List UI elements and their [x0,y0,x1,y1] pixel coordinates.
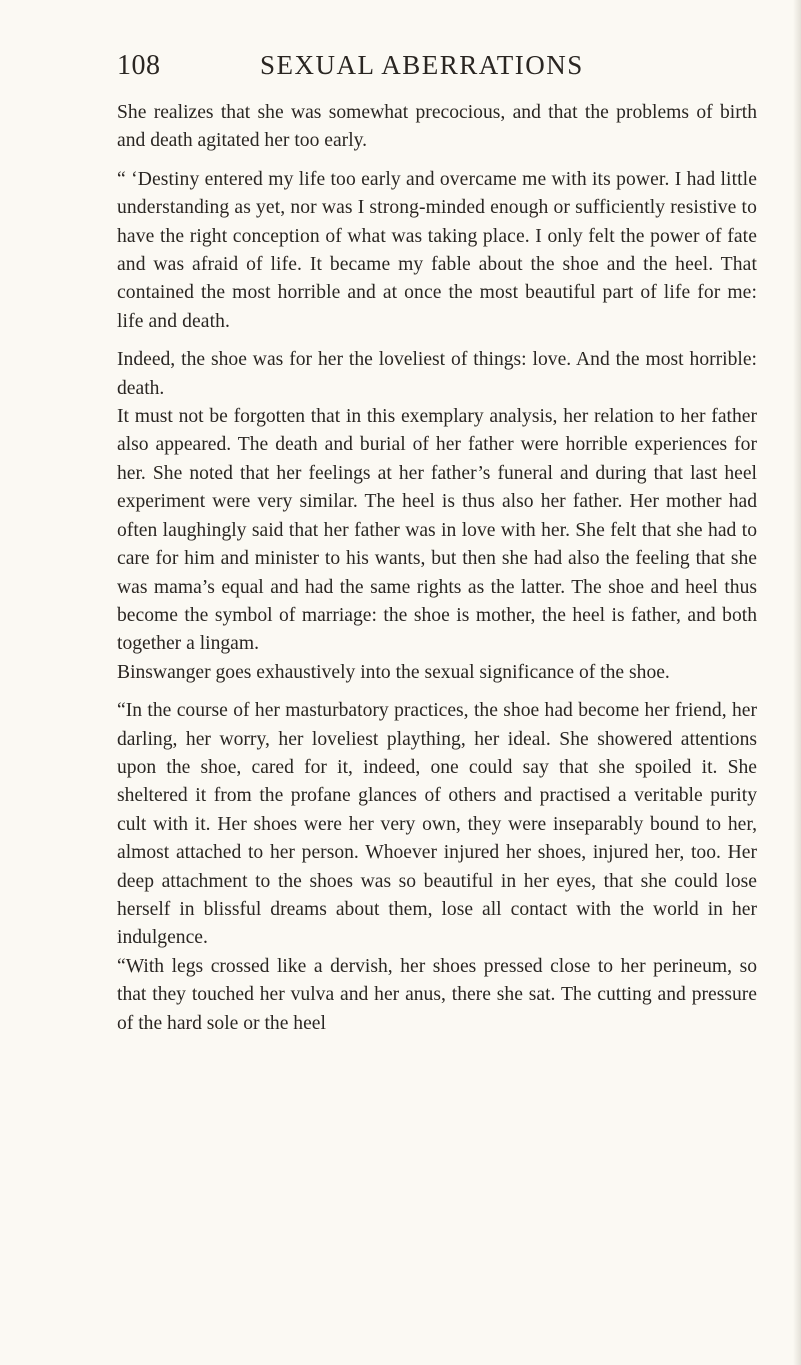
body-text [117,99,757,1038]
quote-masturbatory-practices: “In the course of her masturbatory practices, the shoe had become her friend, her darling, her worry, her loveliest plaything, her ideal. She showered attentions upon the shoe, cared for it, indeed, one could say that she spoiled it. She sheltered it from the profane glances of others and practised a veritable purity cult with it. Her shoes were her very own, they were inseparably bound to her, almost attached to her person. Whoever injured her shoes, injured her, too. Her deep attachment to the shoes was so beautiful in her eyes, that she could lose herself in blissful dreams about them, lose all contact with the world in her indulgence. [117,700,757,949]
running-title: SEXUAL ABERRATIONS [260,50,584,80]
paragraph-father-relation: It must not be forgotten that in this exemplary analysis, her relation to her father also appeared. The death and burial of her father were horrible experiences for her. She noted that her feelings at her father’s funeral and during that last heel experiment were very similar. The heel is thus also her father. Her mother had often laughingly said that her father was in love with her. She felt that she had to care for him and minister to his wants, but then she had also the feeling that she was mama’s equal and had the same rights as the latter. The shoe and heel thus become the symbol of marriage: the shoe is mother, the heel is father, and both together a lingam. [117,406,757,655]
paragraph-precocious: She realizes that she was somewhat precocious, and that the problems of birth and death agitated her too early. [117,102,757,152]
page-number: 108 [117,50,161,81]
quote-dervish: “With legs crossed like a dervish, her shoes pressed close to her perineum, so that they touched her vulva and her anus, there she sat. The cutting and pressure of the hard sole or the heel [117,955,757,1034]
paragraph-loveliest-things: Indeed, the shoe was for her the loveliest of things: love. And the most horrible: death. [117,349,757,399]
quote-destiny: “ ‘Destiny entered my life too early and overcame me with its power. I had little understanding as yet, nor was I strong-minded enough or sufficiently resistive to have the right conception of what was taking place. I only felt the power of fate and was afraid of life. It became my fable about the shoe and the heel. That contained the most horrible and at once the most beautiful part of life for me: life and death. [117,168,757,332]
page-header [117,50,757,90]
paragraph-binswanger: Binswanger goes exhaustively into the sexual significance of the shoe. [117,661,670,683]
page-edge-shadow [793,0,801,1365]
